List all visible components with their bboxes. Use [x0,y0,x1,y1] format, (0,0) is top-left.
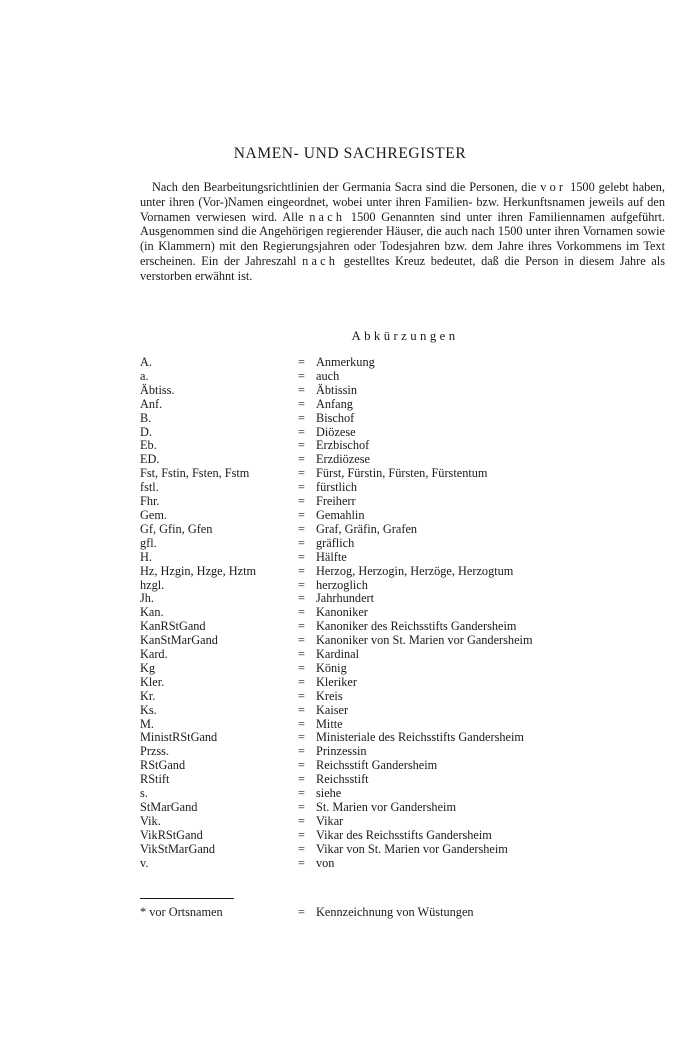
abbreviation-meaning: Kanoniker des Reichsstifts Gandersheim [316,619,517,634]
equals-sign: = [298,368,305,383]
abbreviation-term: RStGand [140,758,186,773]
abbreviation-term: Kler. [140,674,165,689]
abbreviation-meaning: Kleriker [316,674,357,689]
abbreviation-term: Kr. [140,688,156,703]
equals-sign: = [298,730,305,745]
abbreviation-meaning: Freiherr [316,494,356,509]
abbreviation-term: a. [140,368,149,383]
equals-sign: = [298,841,305,856]
equals-sign: = [298,535,305,550]
intro-paragraph [140,180,665,284]
abbreviation-term: fstl. [140,480,159,495]
abbreviation-term: Fst, Fstin, Fsten, Fstm [140,466,250,481]
abbreviation-term: StMarGand [140,800,198,814]
abbreviation-meaning: Kardinal [316,647,360,662]
abbreviation-row [140,509,665,523]
abbreviation-meaning: Gemahlin [316,507,365,522]
abbreviation-row [140,467,665,481]
abbreviation-term: Gem. [140,507,167,522]
abbreviation-meaning: Ministeriale des Reichsstifts Gandersheim [316,730,524,745]
abbreviation-meaning: herzoglich [316,577,368,592]
abbreviation-meaning: Prinzessin [316,744,367,759]
equals-sign: = [298,438,305,453]
abbreviation-term: Przss. [140,744,170,759]
abbreviation-row [140,759,665,773]
equals-sign: = [298,633,305,648]
abbreviation-term: A. [140,355,152,369]
abbreviation-meaning: siehe [316,786,342,801]
abbreviation-row [140,565,665,579]
abbreviation-term: Äbtiss. [140,382,175,397]
abbreviation-term: Kard. [140,647,168,662]
abbreviation-term: gfl. [140,535,157,550]
footnote-equals: = [298,905,305,919]
abbreviation-meaning: Äbtissin [316,382,357,397]
equals-sign: = [298,494,305,509]
page-title: NAMEN- UND SACHREGISTER [233,145,467,162]
abbreviation-term: ED. [140,452,160,467]
abbreviation-meaning: St. Marien vor Gandersheim [316,800,457,814]
abbreviation-row [140,731,665,745]
abbreviation-term: VikRStGand [140,827,203,842]
equals-sign: = [298,563,305,578]
equals-sign: = [298,813,305,828]
abbreviation-meaning: Anmerkung [316,355,375,369]
abbreviation-term: Jh. [140,591,155,606]
equals-sign: = [298,758,305,773]
abbreviation-row [140,439,665,453]
equals-sign: = [298,674,305,689]
equals-sign: = [298,480,305,495]
abbreviation-meaning: Erzdiözese [316,452,370,467]
abbreviation-term: Ks. [140,702,157,717]
abbreviation-meaning: gräflich [316,535,355,550]
abbreviation-meaning: Reichsstift [316,772,369,787]
abbreviation-row [140,551,665,565]
equals-sign: = [298,660,305,675]
abbreviation-row [140,592,665,606]
abbreviation-row [140,857,665,871]
footnote-meaning: Kennzeichnung von Wüstungen [316,905,474,919]
abbreviations-heading: Abkürzungen [351,329,459,343]
intro-spaced-nach-2: nach [302,253,339,268]
abbreviation-row [140,412,665,426]
abbreviation-meaning: Kanoniker [316,605,368,620]
equals-sign: = [298,355,305,369]
abbreviation-term: hzgl. [140,577,165,592]
equals-sign: = [298,410,305,425]
abbreviation-row [140,634,665,648]
equals-sign: = [298,716,305,731]
abbreviation-row [140,829,665,843]
equals-sign: = [298,577,305,592]
abbreviation-term: RStift [140,772,170,787]
abbreviation-meaning: auch [316,368,340,383]
abbreviation-meaning: Fürst, Fürstin, Fürsten, Fürstentum [316,466,488,481]
abbreviation-row [140,676,665,690]
abbreviation-row [140,662,665,676]
abbreviation-row [140,787,665,801]
abbreviation-term: D. [140,424,152,439]
equals-sign: = [298,688,305,703]
intro-text-1: Nach den Bearbeitungsrichtlinien der Germania Sacra sind die Personen, die [152,180,541,194]
abbreviation-row [140,495,665,509]
abbreviation-term: Gf, Gfin, Gfen [140,521,213,536]
abbreviation-term: KanRStGand [140,619,206,634]
abbreviation-row [140,537,665,551]
abbreviation-meaning: Herzog, Herzogin, Herzöge, Herzogtum [316,563,514,578]
abbreviation-term: VikStMarGand [140,841,216,856]
abbreviation-row [140,426,665,440]
abbreviation-row [140,453,665,467]
intro-text-3: 1500 Genannten sind unter ihren Familiennamen aufgeführt. Ausgenommen sind die Angehörigen regierender Häuser, die auch nach 1500 unter ihren Vornamen sowie (in Klammern) mit den Regierungsjahren oder Todesjahren bzw. dem Jahre ihres Vorkommens im Text erscheinen. Ein der Jahreszahl [140,209,665,268]
abbreviation-meaning: König [316,660,347,675]
equals-sign: = [298,744,305,759]
equals-sign: = [298,424,305,439]
abbreviation-row [140,523,665,537]
equals-sign: = [298,521,305,536]
intro-text-4: gestelltes Kreuz bedeutet, daß die Person in diesem Jahre als verstorben erwähnt ist. [140,253,665,283]
equals-sign: = [298,855,305,870]
abbreviation-meaning: Diözese [316,424,356,439]
abbreviation-term: MinistRStGand [140,730,218,745]
abbreviation-meaning: von [316,855,335,870]
abbreviation-row [140,745,665,759]
abbreviation-row [140,690,665,704]
abbreviation-meaning: Reichsstift Gandersheim [316,758,438,773]
equals-sign: = [298,605,305,620]
abbreviation-term: Kg [140,660,156,675]
abbreviation-row [140,356,665,370]
abbreviation-row [140,718,665,732]
abbreviation-meaning: Kanoniker von St. Marien vor Gandersheim [316,633,533,648]
abbreviation-meaning: Jahrhundert [316,591,375,606]
abbreviation-meaning: Vikar von St. Marien vor Gandersheim [316,841,508,856]
abbreviation-term: s. [140,786,148,801]
abbreviation-term: Kan. [140,605,164,620]
abbreviation-meaning: Anfang [316,396,353,411]
abbreviation-row [140,579,665,593]
equals-sign: = [298,800,305,814]
abbreviation-term: B. [140,410,152,425]
abbreviation-row [140,648,665,662]
equals-sign: = [298,396,305,411]
equals-sign: = [298,549,305,564]
equals-sign: = [298,702,305,717]
abbreviation-row [140,370,665,384]
abbreviation-meaning: Bischof [316,410,355,425]
abbreviation-meaning: Vikar des Reichsstifts Gandersheim [316,827,492,842]
footnote [140,905,665,919]
abbreviation-row [140,773,665,787]
abbreviation-row [140,384,665,398]
abbreviation-row [140,620,665,634]
equals-sign: = [298,452,305,467]
intro-spaced-vor: vor [540,180,567,194]
abbreviation-term: KanStMarGand [140,633,218,648]
equals-sign: = [298,786,305,801]
abbreviation-meaning: Hälfte [316,549,347,564]
abbreviation-row [140,815,665,829]
abbreviation-meaning: Kaiser [316,702,349,717]
abbreviation-row [140,704,665,718]
intro-text-2: 1500 gelebt haben, unter ihren (Vor-)Namen eingeordnet, wobei unter ihren Familien- bzw. Herkunftsnamen jeweils auf den Vornamen verwiesen wird. Alle [140,180,665,224]
abbreviations-list [140,356,665,871]
equals-sign: = [298,507,305,522]
footnote-rule [140,898,234,899]
equals-sign: = [298,591,305,606]
equals-sign: = [298,619,305,634]
abbreviation-term: Hz, Hzgin, Hzge, Hztm [140,563,257,578]
abbreviation-term: Anf. [140,396,163,411]
abbreviation-meaning: Vikar [316,813,344,828]
abbreviation-meaning: fürstlich [316,480,357,495]
abbreviation-row [140,801,665,815]
abbreviation-meaning: Graf, Gräfin, Grafen [316,521,418,536]
equals-sign: = [298,827,305,842]
abbreviation-row [140,481,665,495]
equals-sign: = [298,466,305,481]
abbreviation-row [140,398,665,412]
equals-sign: = [298,382,305,397]
abbreviation-term: M. [140,716,155,731]
abbreviation-term: Vik. [140,813,161,828]
footnote-abbr: * vor Ortsnamen [140,905,223,919]
abbreviation-row [140,606,665,620]
abbreviation-meaning: Erzbischof [316,438,370,453]
intro-spaced-nach-1: nach [309,209,346,224]
abbreviation-term: Eb. [140,438,157,453]
equals-sign: = [298,647,305,662]
abbreviation-term: v. [140,855,149,870]
abbreviation-term: H. [140,549,152,564]
abbreviation-term: Fhr. [140,494,160,509]
abbreviation-meaning: Kreis [316,688,343,703]
abbreviation-meaning: Mitte [316,716,343,731]
equals-sign: = [298,772,305,787]
abbreviation-row [140,843,665,857]
